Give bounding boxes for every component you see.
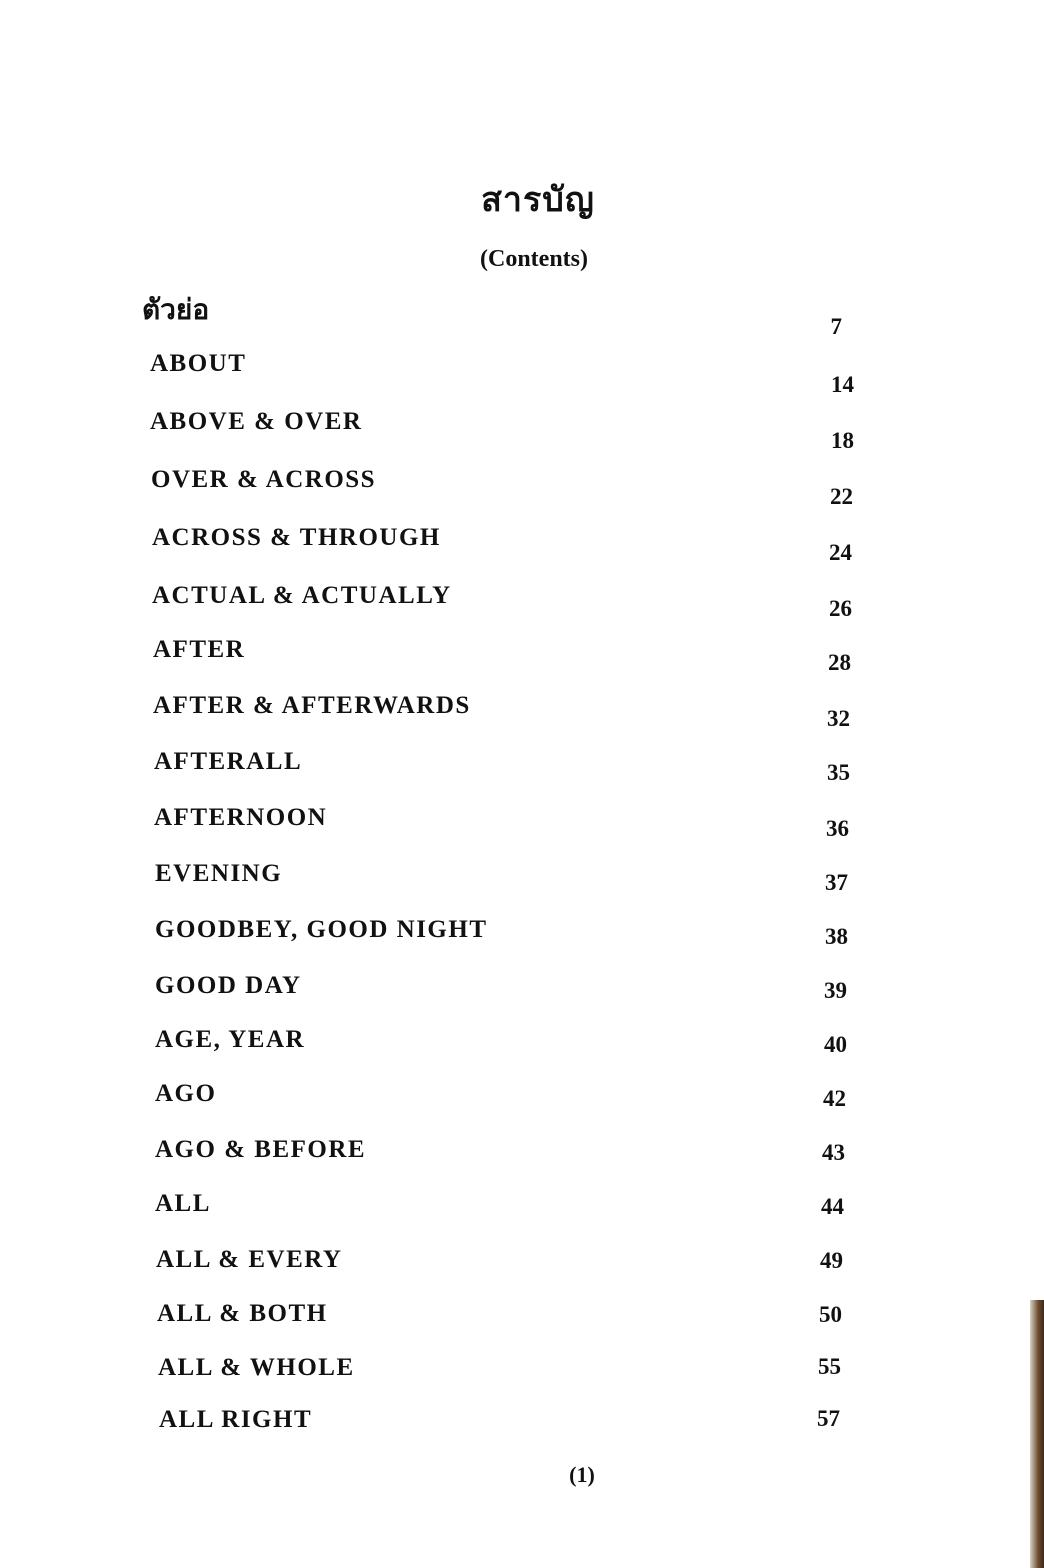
toc-entry-label: ALL <box>155 1190 211 1217</box>
toc-entry-label: ALL & WHOLE <box>158 1354 355 1381</box>
toc-entry-label: AFTERNOON <box>154 804 328 831</box>
toc-entry-label: AGE, YEAR <box>155 1026 306 1053</box>
toc-entry-page-number: 44 <box>821 1194 844 1219</box>
toc-entry-page-number: 57 <box>817 1406 840 1431</box>
toc-entry-page-number: 55 <box>818 1354 841 1379</box>
toc-entry-page-number: 35 <box>827 760 850 785</box>
toc-entry-label: GOODBEY, GOOD NIGHT <box>155 916 488 943</box>
toc-entry-page-number: 49 <box>820 1248 843 1273</box>
toc-entry-page-number: 43 <box>822 1140 845 1165</box>
page-title-english: (Contents) <box>480 246 588 272</box>
toc-entry-label: ALL & EVERY <box>156 1246 343 1273</box>
toc-entry-label: AFTERALL <box>154 748 303 775</box>
toc-entry-label: GOOD DAY <box>155 972 302 999</box>
toc-entry-page-number: 32 <box>827 706 850 731</box>
toc-entry-page-number: 40 <box>824 1032 847 1057</box>
toc-entry-label: ACROSS & THROUGH <box>152 524 441 551</box>
toc-entry-label: ALL RIGHT <box>159 1406 313 1433</box>
toc-entry-page-number: 18 <box>831 428 854 453</box>
toc-entry-page-number: 39 <box>824 978 847 1003</box>
toc-entry-label: ALL & BOTH <box>157 1300 328 1327</box>
toc-entry-page-number: 22 <box>830 484 853 509</box>
toc-entry-page-number: 38 <box>825 924 848 949</box>
toc-entry-page-number: 14 <box>831 372 854 397</box>
toc-entry-label: ACTUAL & ACTUALLY <box>152 582 452 609</box>
toc-entry-label: ตัวย่อ <box>142 293 210 326</box>
toc-entry-page-number: 50 <box>819 1302 842 1327</box>
toc-entry-page-number: 24 <box>829 540 852 565</box>
toc-entry-label: EVENING <box>155 860 283 887</box>
toc-entry-label: AGO <box>155 1080 217 1107</box>
toc-entry-label: AFTER & AFTERWARDS <box>153 692 471 719</box>
footer-page-number: (1) <box>569 1462 595 1487</box>
toc-entry-label: ABOVE & OVER <box>150 408 363 435</box>
toc-entry-page-number: 37 <box>825 870 848 895</box>
toc-entry-label: ABOUT <box>150 350 247 377</box>
toc-entry-page-number: 7 <box>830 314 842 339</box>
page-title-thai: สารบัญ <box>481 180 595 220</box>
toc-entry-page-number: 42 <box>823 1086 846 1111</box>
toc-entry-label: OVER & ACROSS <box>151 466 377 493</box>
toc-entry-page-number: 36 <box>826 816 849 841</box>
toc-entry-page-number: 26 <box>829 596 852 621</box>
toc-entry-page-number: 28 <box>828 650 851 675</box>
toc-entry-label: AGO & BEFORE <box>155 1136 367 1163</box>
toc-entry-label: AFTER <box>153 636 246 663</box>
